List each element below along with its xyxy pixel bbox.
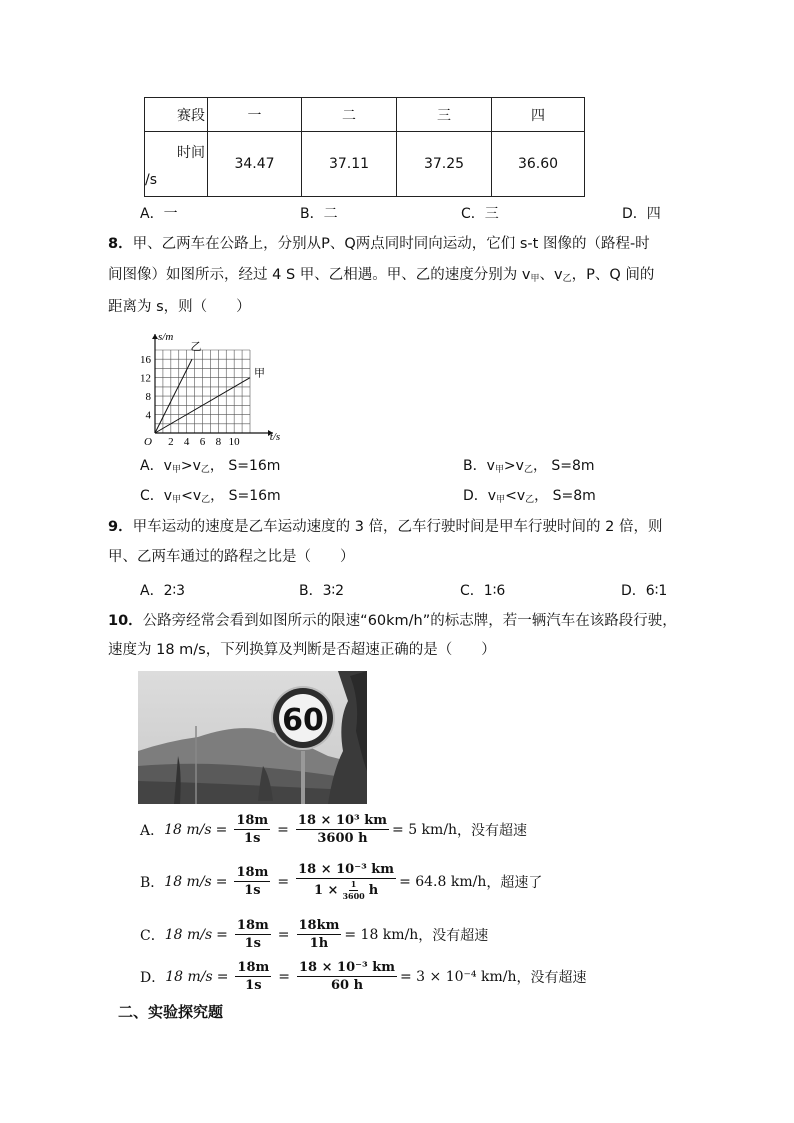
y-tick-label: 16	[140, 354, 151, 367]
q7-option-b: B．二	[300, 206, 338, 222]
q8-stem-line3: 距离为 s，则（ ）	[108, 299, 251, 315]
table-row-label	[145, 132, 208, 197]
y-tick-label: 8	[145, 391, 151, 404]
x-axis-label: t/s	[269, 431, 281, 443]
sign-text: 60	[282, 703, 324, 738]
x-tick-label: 8	[215, 436, 222, 445]
section-2-title: 二、实验探究题	[118, 1003, 224, 1021]
q10-option-a: A． 18 m/s = $\frac{18m}{1s}$ = $\frac{\text{18 × 10³ km}}{3600 h}$ = 5 km/h ，没有超速	[140, 813, 528, 846]
q7-option-c: C．三	[461, 206, 499, 222]
q7-option-d: D．四	[622, 206, 661, 222]
table-col-2: 二	[302, 98, 397, 132]
graph-axes	[152, 334, 273, 436]
x-tick-label: 2	[168, 436, 174, 445]
y-axis-label: s/m	[158, 331, 174, 343]
q7-option-a: A．一	[140, 206, 178, 222]
table-cell: 37.25	[397, 132, 492, 197]
table-cell: 36.60	[492, 132, 585, 197]
q9-stem-line2: 甲、乙两车通过的路程之比是（ ）	[108, 549, 355, 565]
q9-number: 9．	[108, 519, 133, 535]
table-cell: 34.47	[208, 132, 302, 197]
q8-number: 8．	[108, 236, 133, 252]
table-cell: 37.11	[302, 132, 397, 197]
q8-stem-line2: 间图像）如图所示，经过 4 S 甲、乙相遇。甲、乙的速度分别为 $v_甲$、$v_乙$，P、Q 间的	[108, 267, 655, 284]
q9-stem-line1: 9．甲车运动的速度是乙车运动速度的 3 倍，乙车行驶时间是甲车行驶时间的 2 倍，则	[108, 519, 663, 535]
q10-option-d: D． 18 m/s = $\frac{18m}{1s}$ = $\frac{\text{18 × 10⁻³ km}}{60 h}$ = 3 × 10⁻⁴ km/h ，没有超速	[140, 960, 587, 993]
table-col-1: 一	[208, 98, 302, 132]
y-tick-label: 12	[140, 372, 151, 385]
q8-option-b: B．$v_甲>v_乙$， S=8m	[463, 458, 595, 475]
x-tick-label: 6	[199, 436, 206, 445]
race-time-table	[144, 97, 585, 197]
q10-number: 10．	[108, 613, 143, 629]
q10-stem-line2: 速度为 18 m/s，下列换算及判断是否超速正确的是（ ）	[108, 642, 496, 658]
series-label-jia: 甲	[254, 367, 265, 380]
q10-option-b: B． 18 m/s = $\frac{18m}{1s}$ = 18 × 10⁻³ km 1 × $\frac{1}{3600}$ h = 64.8 km/h ，超速了	[140, 862, 543, 901]
graph-labels	[140, 331, 280, 445]
q9-option-a: A．2∶3	[140, 583, 186, 599]
q8-stem-line1: 8．甲、乙两车在公路上，分别从P、Q两点同时同向运动，它们 s-t 图像的（路程-时	[108, 236, 650, 252]
row-label-bottom: /s	[145, 172, 158, 188]
q9-option-d: D．6∶1	[621, 583, 668, 599]
q8-option-a: A．$v_甲>v_乙$， S=16m	[140, 458, 281, 475]
y-tick-label: 4	[145, 409, 151, 422]
graph-grid	[155, 350, 250, 433]
q10-option-c: C． 18 m/s = $\frac{18m}{1s}$ = $\frac{18km}{1h}$ = 18 km/h ，没有超速	[140, 918, 489, 951]
q8-option-c: C．$v_甲<v_乙$， S=16m	[140, 488, 281, 505]
speed-limit-photo	[138, 671, 367, 804]
table-col-4: 四	[492, 98, 585, 132]
origin-label: O	[144, 436, 152, 445]
q9-option-c: C．1∶6	[460, 583, 506, 599]
q8-option-d: D．$v_甲<v_乙$， S=8m	[463, 488, 596, 505]
series-label-yi: 乙	[190, 341, 202, 353]
x-tick-label: 4	[183, 436, 190, 445]
st-graph	[125, 330, 285, 445]
q9-option-b: B．3∶2	[299, 583, 345, 599]
q10-stem-line1: 10．公路旁经常会看到如图所示的限速“60km/h”的标志牌，若一辆汽车在该路段行驶，	[108, 613, 677, 629]
table-col-3: 三	[397, 98, 492, 132]
row-label-top: 时间	[177, 145, 205, 161]
table-header-label: 赛段	[145, 98, 208, 132]
x-tick-label: 10	[228, 436, 240, 445]
